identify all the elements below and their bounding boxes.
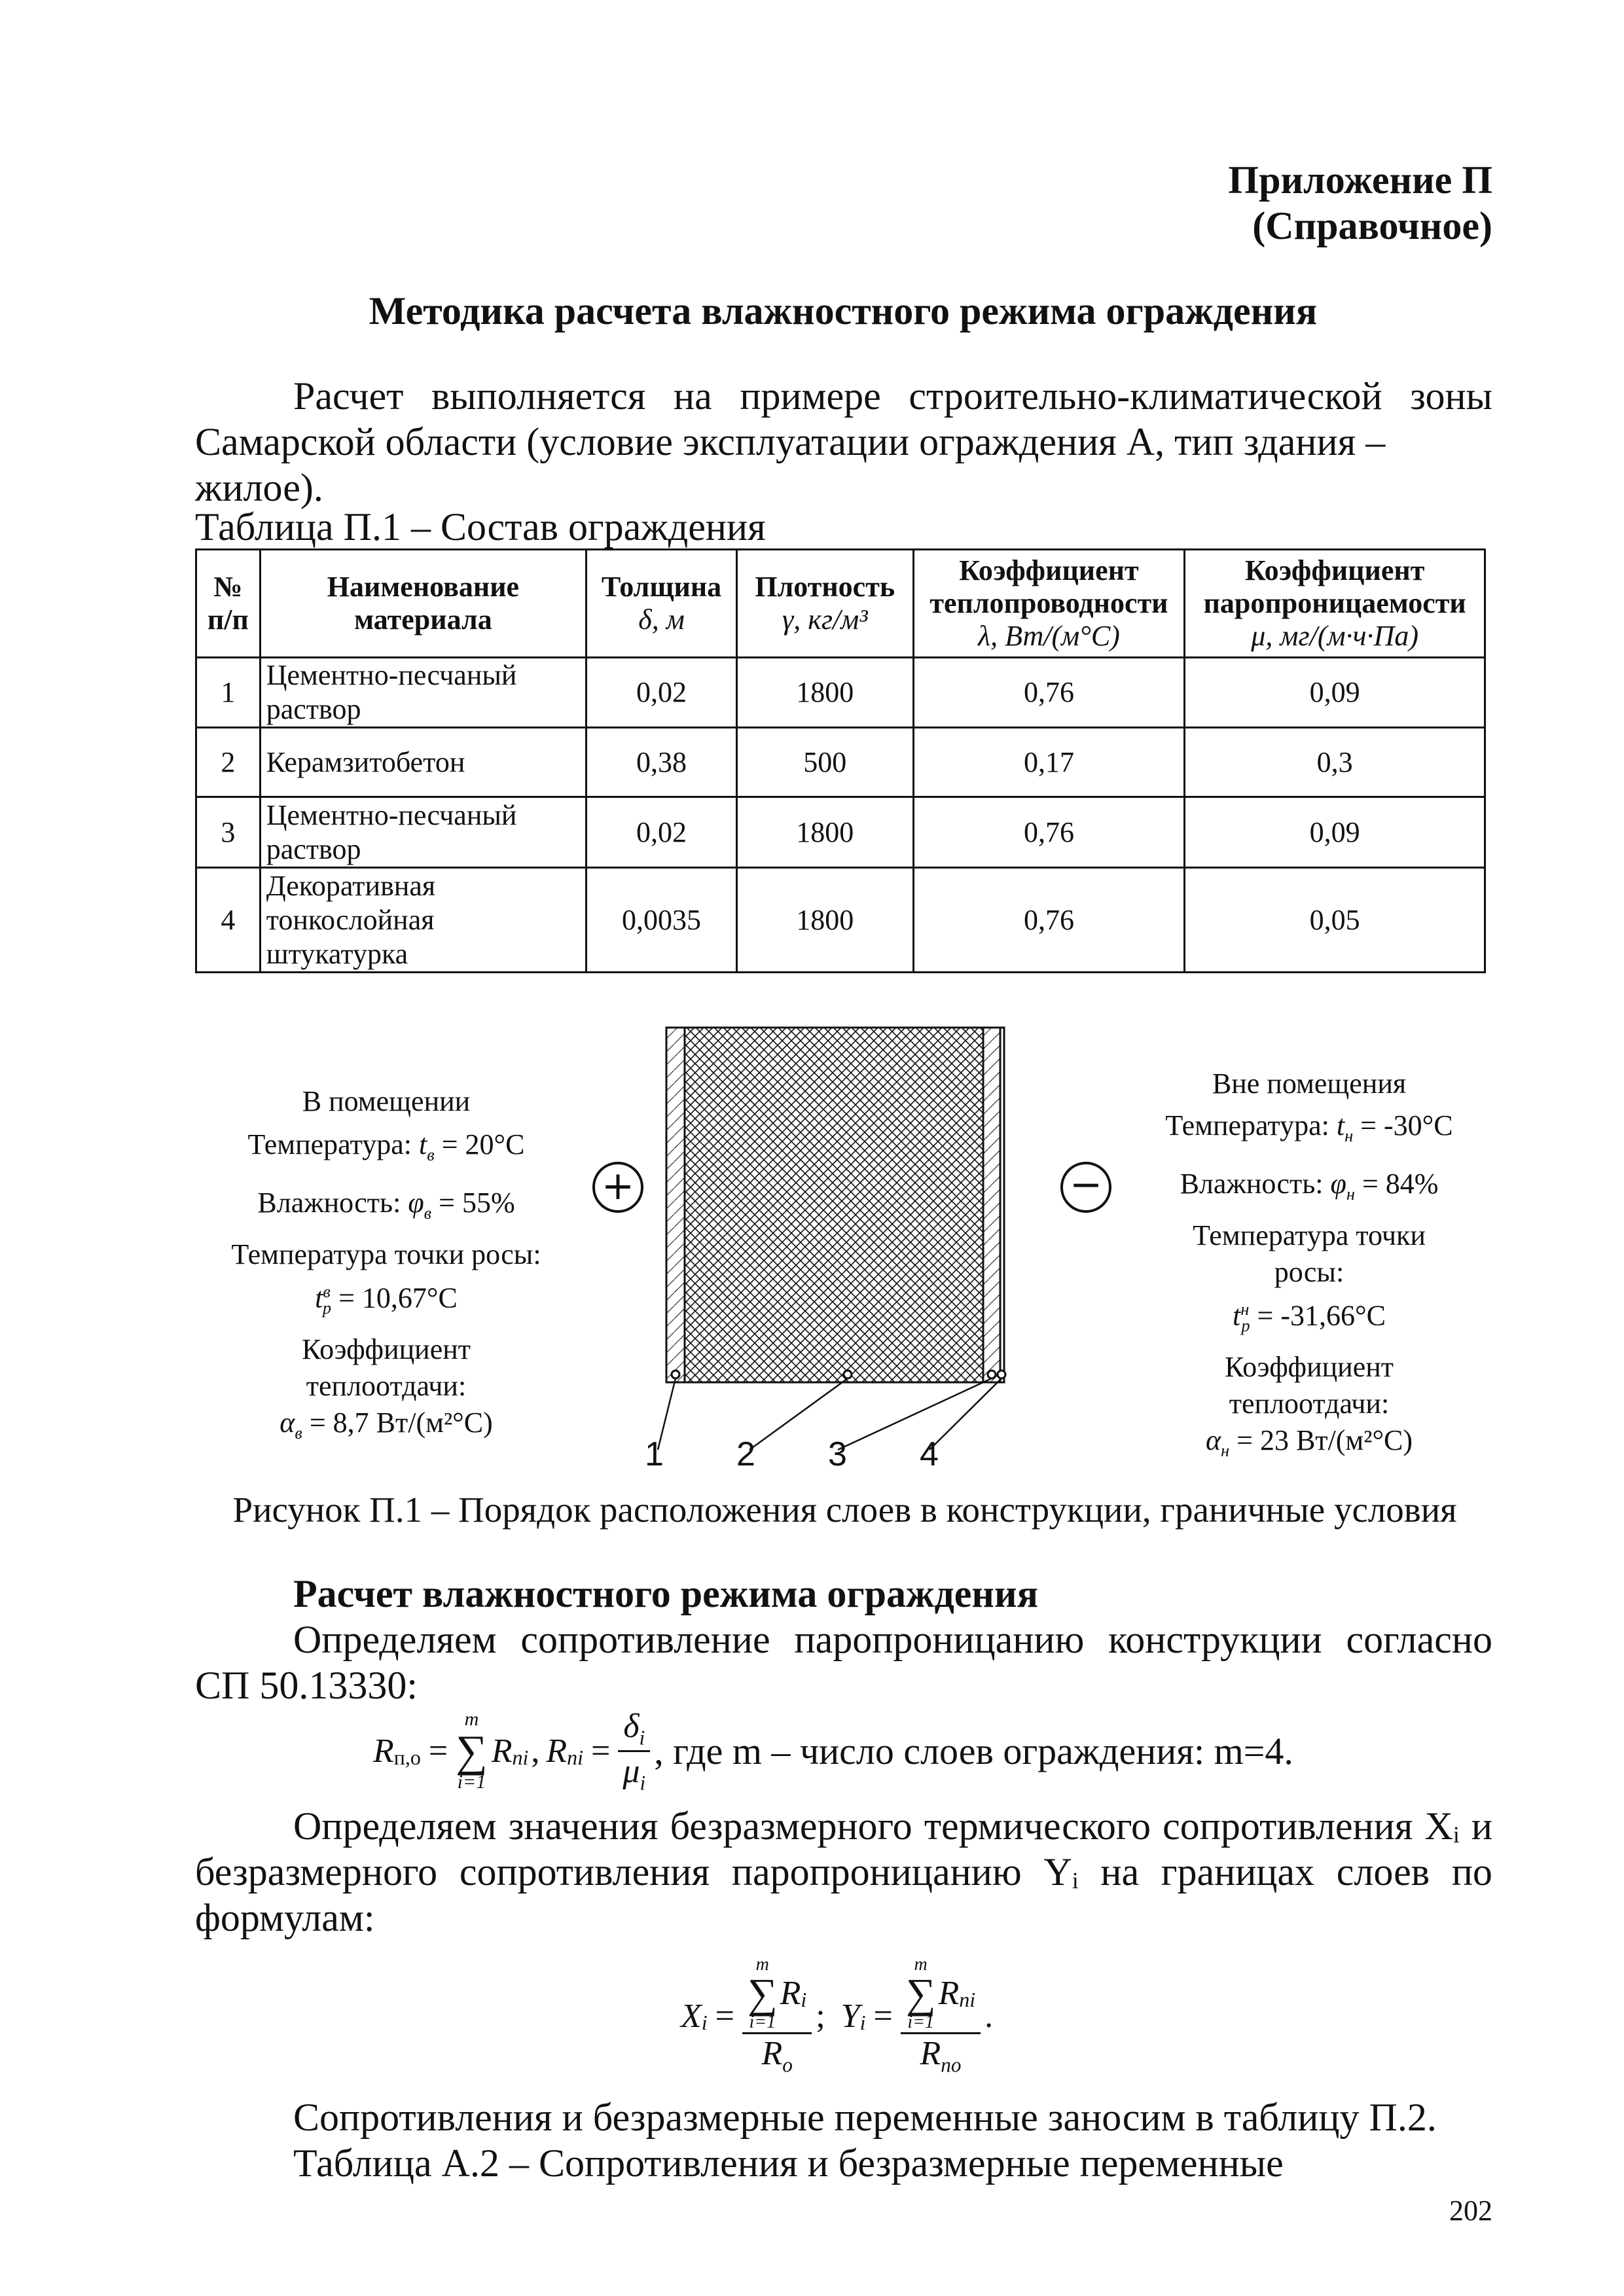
minus-icon: − xyxy=(1060,1162,1111,1213)
outside-coef-label-1: Коэффициент xyxy=(1224,1351,1394,1384)
x-fraction: m ∑ i=1 R i $R_o$ xyxy=(742,1955,812,2077)
delta-over-mu: $\frac{\delta_i}{\mu_i}$ xyxy=(618,1707,650,1795)
table-row xyxy=(196,658,1485,728)
cell-lambda: 0,17 xyxy=(913,728,1185,797)
cell-lambda: 0,76 xyxy=(913,658,1185,728)
header-num: № п/п xyxy=(196,550,261,658)
p2-line-1: Определяем значения безразмерного термического сопротивления Xᵢ и xyxy=(293,1804,1492,1848)
inside-temperature: Температура: $t_в = 20^\circ С$ xyxy=(247,1128,525,1164)
cell-lambda: 0,76 xyxy=(913,797,1185,868)
intro-line-2: Самарской области (условие эксплуатации ограждения А, тип здания – жилое). xyxy=(195,420,1386,509)
header-permeability: Коэффициент паропроницаемости μ, мг/(м·ч·Па) xyxy=(1185,550,1485,658)
p1-word: паропроницанию xyxy=(794,1618,1085,1661)
figure-caption: Рисунок П.1 – Порядок расположения слоев в конструкции, граничные условия xyxy=(232,1490,1457,1530)
cell-density: 1800 xyxy=(736,868,913,973)
cell-density: 1800 xyxy=(736,797,913,868)
outside-dew-label-1: Температура точки xyxy=(1193,1219,1426,1251)
p1-word: конструкции xyxy=(1108,1618,1322,1661)
outside-dew-value: $t^н_р = -31,66^\circ С$ xyxy=(1233,1299,1386,1336)
cell-name: Цементно-песчаный раствор xyxy=(260,797,586,868)
header-name: Наименование материала xyxy=(260,550,586,658)
outside-conditions xyxy=(1126,1066,1492,1469)
outside-title: Вне помещения xyxy=(1212,1067,1407,1100)
p1-word: Определяем xyxy=(293,1618,497,1661)
inside-humidity: Влажность: $\varphi_в = 55\%$ xyxy=(257,1186,515,1223)
p1-line-1 xyxy=(195,1617,1492,1662)
intro-line-1 xyxy=(195,373,1492,419)
intro-word: Расчет xyxy=(293,374,404,418)
p1-word: согласно xyxy=(1346,1618,1492,1661)
intro-word: строительно-климатической xyxy=(909,374,1382,418)
layer-2-keramzit xyxy=(685,1028,983,1382)
inside-title: В помещении xyxy=(302,1085,471,1117)
cell-mu: 0,09 xyxy=(1185,658,1485,728)
layer-4-marker xyxy=(998,1371,1005,1378)
outside-dew-label-2: росы: xyxy=(1274,1255,1344,1288)
formula-dimensionless: X i = m ∑ i=1 R i $R_o$ ; Y i = m ∑ i=1 R ni $R_{по}$ . xyxy=(681,1954,994,2077)
appendix-label: Приложение П xyxy=(1228,158,1492,202)
p2-line-2: безразмерного сопротивления паропроницанию Yᵢ на границах слоев по xyxy=(195,1850,1492,1893)
table-row xyxy=(196,868,1485,973)
table2-caption: Таблица А.2 – Сопротивления и безразмерные переменные xyxy=(293,2142,1284,2185)
inside-coef-value: $\alpha_в = 8,7$ Вт/(м²°С) xyxy=(280,1407,493,1443)
p2-line-3: формулам: xyxy=(195,1896,375,1939)
inside-coef-label-1: Коэффициент xyxy=(301,1333,471,1366)
section-title: Расчет влажностного режима ограждения xyxy=(293,1572,1039,1615)
y-fraction: m ∑ i=1 R ni $R_{по}$ xyxy=(901,1955,981,2077)
header-density: Плотность γ, кг/м³ xyxy=(736,550,913,658)
density-unit: γ, кг/м³ xyxy=(782,603,868,636)
header-thickness: Толщина δ, м xyxy=(586,550,737,658)
layer-4-decor xyxy=(1000,1028,1004,1382)
intro-word: примере xyxy=(740,374,881,418)
cell-thickness: 0,0035 xyxy=(586,868,737,973)
inside-dew-label: Температура точки росы: xyxy=(231,1238,541,1270)
header-conductivity: Коэффициент теплопроводности λ, Вт/(м°С) xyxy=(913,550,1185,658)
layer-3-marker xyxy=(988,1371,996,1378)
sum-operator: m ∑ i=1 xyxy=(456,1708,488,1793)
table-row xyxy=(196,797,1485,868)
inside-conditions xyxy=(203,1083,569,1451)
cell-mu: 0,05 xyxy=(1185,868,1485,973)
cell-num: 2 xyxy=(196,728,261,797)
thickness-unit: δ, м xyxy=(638,603,685,636)
leader-line-4 xyxy=(929,1378,1001,1450)
cell-num: 3 xyxy=(196,797,261,868)
formula-resistance: R п,о = m ∑ i=1 R ni , R ni = $\frac{\delta_i}{\mu_i}$ , где m – число слоев ограждения: m=4. xyxy=(373,1708,1293,1794)
plus-icon: + xyxy=(592,1162,643,1213)
cell-thickness: 0,38 xyxy=(586,728,737,797)
outside-humidity: Влажность: $\varphi_н = 84\%$ xyxy=(1180,1167,1439,1204)
table-row xyxy=(196,728,1485,797)
page-title: Методика расчета влажностного режима ограждения xyxy=(369,289,1318,332)
intro-word: выполняется xyxy=(431,374,646,418)
cell-thickness: 0,02 xyxy=(586,658,737,728)
permeability-unit: μ, мг/(м·ч·Па) xyxy=(1251,620,1418,652)
outside-coef-value: $\alpha_н = 23$ Вт/(м²°С) xyxy=(1205,1424,1413,1460)
outside-temperature: Температура: $t_н = -30^\circ С$ xyxy=(1165,1109,1453,1145)
p3: Сопротивления и безразмерные переменные заносим в таблицу П.2. xyxy=(293,2096,1437,2139)
layer-number-3: 3 xyxy=(828,1435,847,1473)
appendix-note: (Справочное) xyxy=(1252,204,1492,247)
cell-density: 1800 xyxy=(736,658,913,728)
cell-num: 1 xyxy=(196,658,261,728)
table-header-row xyxy=(196,550,1485,658)
cell-lambda: 0,76 xyxy=(913,868,1185,973)
layer-number-4: 4 xyxy=(920,1435,939,1473)
layer-1-marker xyxy=(672,1371,679,1378)
p1-line-2: СП 50.13330: xyxy=(195,1664,418,1707)
cell-num: 4 xyxy=(196,868,261,973)
layer-1-plaster xyxy=(666,1028,685,1382)
cell-name: Керамзитобетон xyxy=(260,728,586,797)
cell-mu: 0,09 xyxy=(1185,797,1485,868)
cell-name: Цементно-песчаный раствор xyxy=(260,658,586,728)
leader-line-3 xyxy=(838,1378,992,1450)
intro-word: на xyxy=(674,374,712,418)
cell-name: Декоративная тонкослойная штукатурка xyxy=(260,868,586,973)
layer-2-marker xyxy=(844,1371,852,1378)
composition-table xyxy=(195,548,1486,973)
cell-mu: 0,3 xyxy=(1185,728,1485,797)
page-number: 202 xyxy=(1449,2195,1492,2227)
cell-thickness: 0,02 xyxy=(586,797,737,868)
table1-caption: Таблица П.1 – Состав ограждения xyxy=(195,505,766,548)
outside-coef-label-2: теплоотдачи: xyxy=(1229,1388,1390,1420)
wall-diagram xyxy=(622,1018,1080,1476)
layer-number-2: 2 xyxy=(736,1435,755,1473)
cell-density: 500 xyxy=(736,728,913,797)
intro-word: зоны xyxy=(1410,374,1492,418)
inside-dew-value: $t^в_р = 10,67^\circ С$ xyxy=(315,1281,458,1318)
inside-coef-label-2: теплоотдачи: xyxy=(306,1370,467,1403)
conductivity-unit: λ, Вт/(м°С) xyxy=(978,620,1120,652)
layer-number-1: 1 xyxy=(645,1435,664,1473)
layer-3-plaster xyxy=(983,1028,1000,1382)
p1-word: сопротивление xyxy=(520,1618,770,1661)
